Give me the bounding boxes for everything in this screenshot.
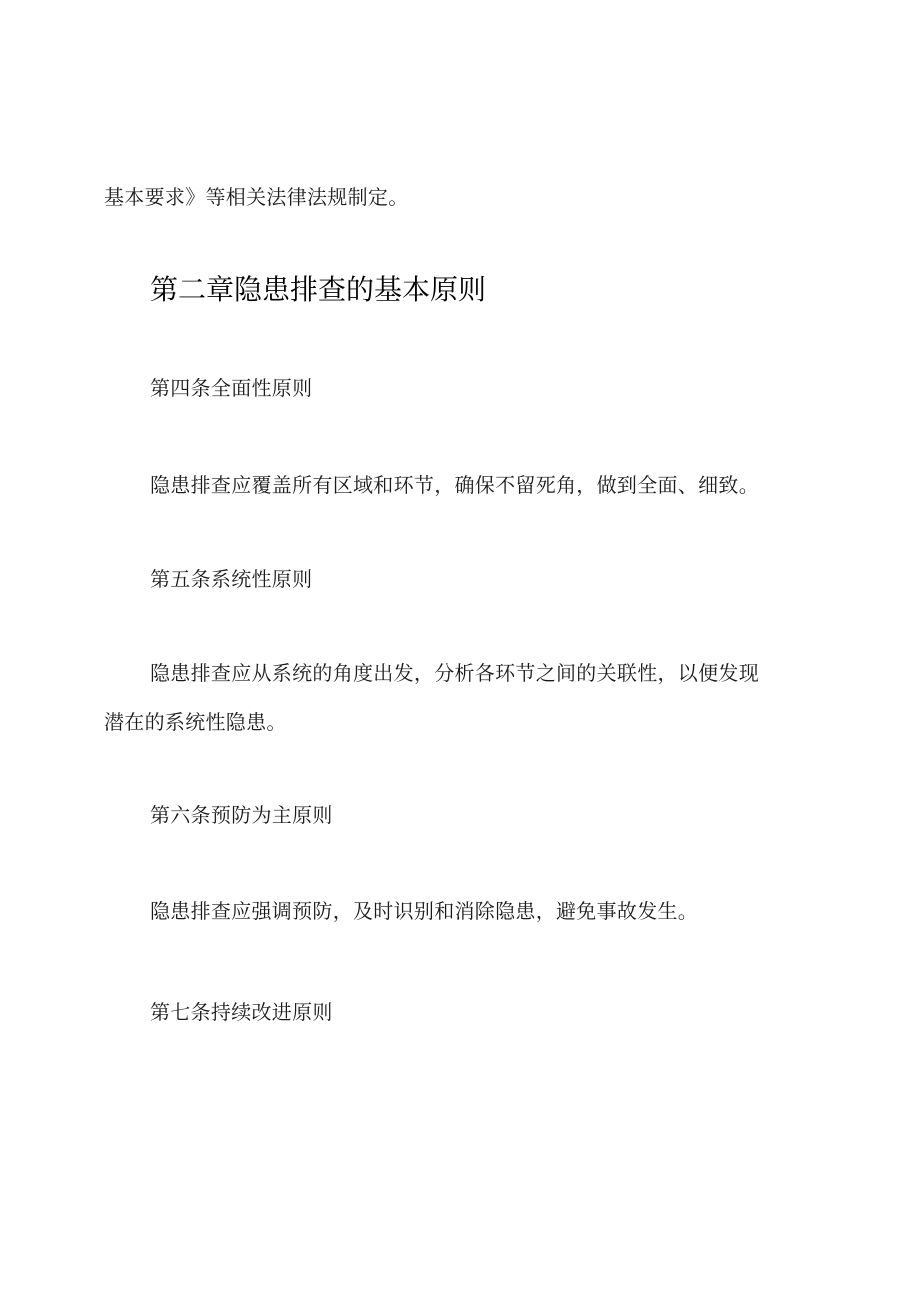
article-heading: 第五条系统性原则 — [150, 567, 313, 591]
article-heading: 第四条全面性原则 — [150, 376, 313, 400]
intro-tail-text: 基本要求》等相关法律法规制定。 — [104, 185, 409, 209]
article-body-line: 潜在的系统性隐患。 — [104, 710, 287, 734]
article-heading: 第七条持续改进原则 — [150, 1000, 333, 1024]
chapter-title: 第二章隐患排查的基本原则 — [150, 273, 487, 306]
article-body-line: 隐患排查应强调预防，及时识别和消除隐患，避免事故发生。 — [150, 899, 699, 923]
article-body-line: 隐患排查应覆盖所有区域和环节，确保不留死角，做到全面、细致。 — [150, 473, 759, 497]
article-heading: 第六条预防为主原则 — [150, 803, 333, 827]
article-body-line: 隐患排查应从系统的角度出发，分析各环节之间的关联性，以便发现 — [150, 661, 759, 685]
